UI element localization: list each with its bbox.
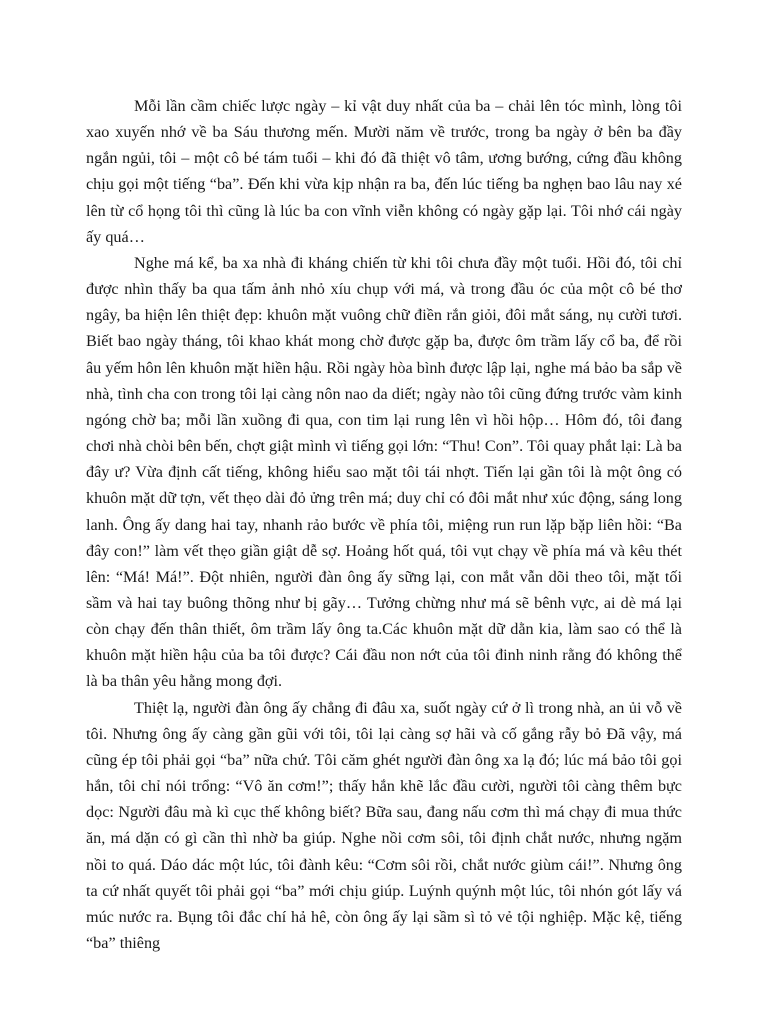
paragraph-3: Thiệt lạ, người đàn ông ấy chẳng đi đâu xa, suốt ngày cứ ở lì trong nhà, an ủi vỗ về tôi. Nhưng ông ấy càng gần gũi với tôi, tôi lại càng sợ hãi và cố gắng rẫy bỏ Đã vậy, má cũng ép tôi phải gọi “ba” nữa chứ. Tôi căm ghét người đàn ông xa lạ đó; lúc má bảo tôi gọi hắn, tôi chỉ nói trổng: “Vô ăn cơm!”; thấy hắn khẽ lắc đầu cười, người tôi càng thêm bực dọc: Người đâu mà kì cục thế không biết? Bữa sau, đang nấu cơm thì má chạy đi mua thức ăn, má dặn có gì cần thì nhờ ba giúp. Nghe nồi cơm sôi, tôi định chắt nước, nhưng ngặm nồi to quá. Dáo dác một lúc, tôi đành kêu: “Cơm sôi rồi, chắt nước giùm cái!”. Nhưng ông ta cứ nhất quyết tôi phải gọi “ba” mới chịu giúp. Luýnh quýnh một lúc, tôi nhón gót lấy vá múc nước ra. Bụng tôi đắc chí hả hê, còn ông ấy lại sầm sì tỏ vẻ tội nghiệp. Mặc kệ, tiếng “ba” thiêng bbox=[86, 698, 682, 952]
paragraph-2: Nghe má kể, ba xa nhà đi kháng chiến từ khi tôi chưa đầy một tuổi. Hồi đó, tôi chỉ được nhìn thấy ba qua tấm ảnh nhỏ xíu chụp với má, và trong đầu óc của một cô bé thơ ngây, ba hiện lên thiệt đẹp: khuôn mặt vuông chữ điền rắn giỏi, đôi mắt sáng, nụ cười tươi. Biết bao ngày tháng, tôi khao khát mong chờ được gặp ba, được ôm trầm lấy cổ ba, để rồi âu yếm hôn lên khuôn mặt hiền hậu. Rồi ngày hòa bình được lập lại, nghe má bảo ba sắp về nhà, tình cha con trong tôi lại càng nôn nao da diết; ngày nào tôi cũng đứng trước vàm kinh ngóng chờ ba; mỗi lần xuồng đi qua, con tim lại rung lên vì hồi hộp… Hôm đó, tôi đang chơi nhà chòi bên bến, chợt giật mình vì tiếng gọi lớn: “Thu! Con”. Tôi quay phắt lại: Là ba đây ư? Vừa định cất tiếng, không hiểu sao mặt tôi tái nhợt. Tiến lại gần tôi là một ông có khuôn mặt dữ tợn, vết thẹo dài đỏ ửng trên má; duy chỉ có đôi mắt như xúc động, sáng long lanh. Ông ấy dang hai tay, nhanh rảo bước về phía tôi, miệng run run lặp bặp liên hồi: “Ba đây con!” làm vết thẹo giần giật dễ sợ. Hoảng hốt quá, tôi vụt chạy về phía má và kêu thét lên: “Má! Má!”. Đột nhiên, người đàn ông ấy sững lại, con mắt vẫn dõi theo tôi, mặt tối sầm và hai tay buông thõng như bị gãy… Tưởng chừng như má sẽ bênh vực, ai dè má lại còn chạy đến thân thiết, ôm trầm lấy ông ta.Các khuôn mặt dữ dằn kia, làm sao có thể là khuôn mặt hiền hậu của ba tôi được? Cái đầu non nớt của tôi đinh ninh rằng đó không thể là ba thân yêu hằng mong đợi. bbox=[86, 253, 682, 691]
paragraph-1: Mỗi lần cầm chiếc lược ngày – kỉ vật duy nhất của ba – chải lên tóc mình, lòng tôi xao xuyến nhớ về ba Sáu thương mến. Mười năm về trước, trong ba ngày ở bên ba đầy ngắn ngủi, tôi – một cô bé tám tuổi – khi đó đã thiệt vô tâm, ương bướng, cứng đầu không chịu gọi một tiếng “ba”. Đến khi vừa kịp nhận ra ba, đến lúc tiếng ba nghẹn bao lâu nay xé lên từ cổ họng tôi thì cũng là lúc ba con vĩnh viễn không có ngày gặp lại. Tôi nhớ cái ngày ấy quá… bbox=[86, 97, 682, 246]
body-text bbox=[86, 93, 682, 956]
